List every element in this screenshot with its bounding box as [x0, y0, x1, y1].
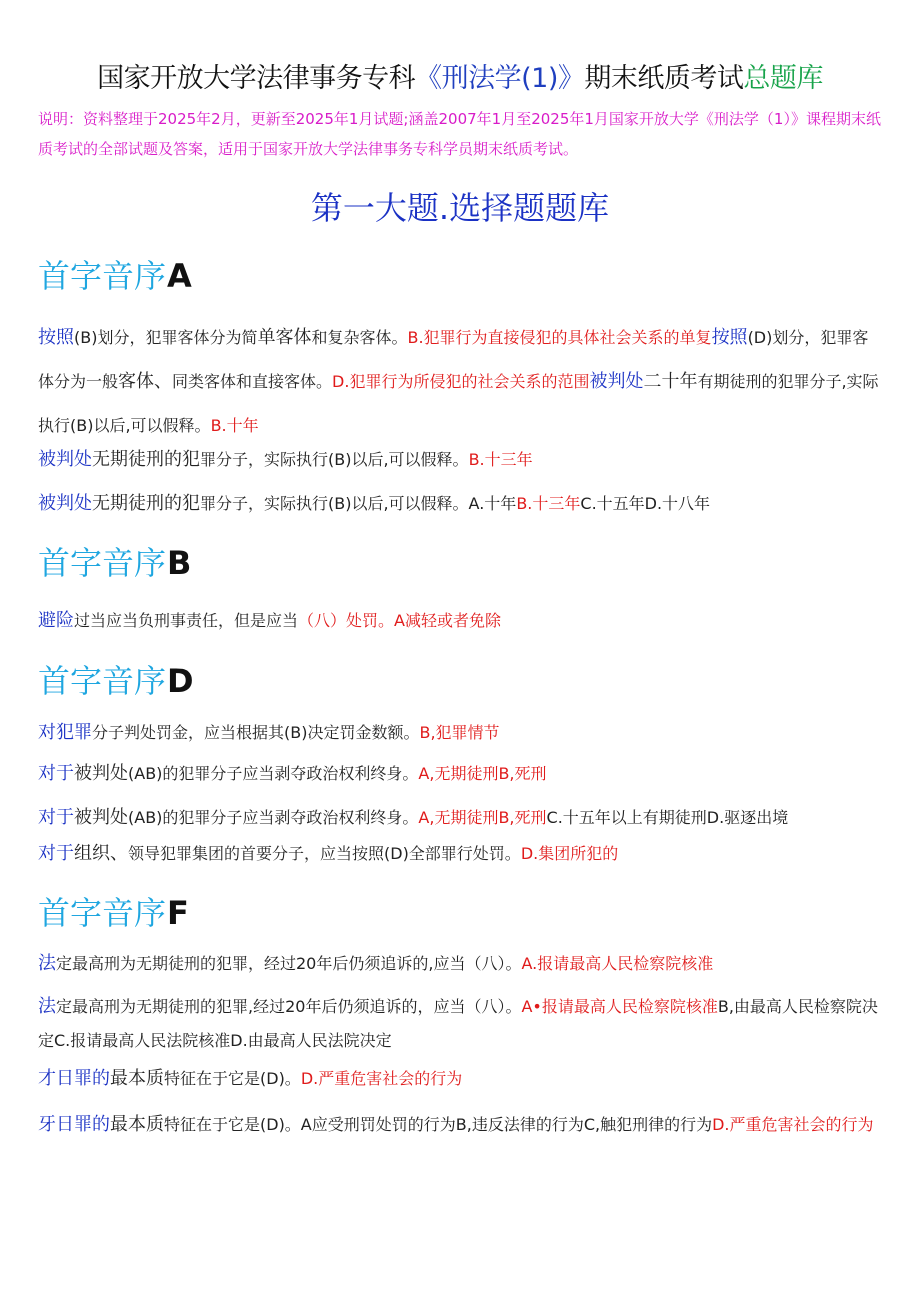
question-lead: 避险	[38, 610, 74, 631]
question-lead: 才日罪的	[38, 1068, 110, 1089]
question-lead: 对于	[38, 843, 74, 864]
answer: B.十三年	[468, 450, 533, 469]
question-lead: 被判处	[589, 371, 644, 392]
answer: D.严重危害社会的行为	[712, 1115, 874, 1134]
question: 被判处无期徒刑的犯罪分子，实际执行(B)以后,可以假释。A.十年B.十三年C.十五年D.十八年	[38, 493, 711, 514]
question-lead: 被判处	[38, 493, 92, 514]
answer: （八）处罚。A减轻或者免除	[298, 611, 501, 630]
question-lead: 按照	[711, 327, 748, 348]
question-lead: 按照	[38, 327, 74, 348]
question: 牙日罪的最本质特征在于它是(D)。A应受刑罚处罚的行为B,违反法律的行为C,触犯刑律的行为D.严重危害社会的行为	[38, 1114, 874, 1135]
title-part-4: 总题库	[743, 63, 823, 94]
question: 对于被判处(AB)的犯罪分子应当剥夺政治权利终身。A,无期徒刑B,死刑	[38, 763, 547, 784]
answer: D.犯罪行为所侵犯的社会关系的范围	[332, 372, 590, 391]
title-part-3: 期末纸质考试	[584, 63, 744, 94]
question-lead: 对犯罪	[38, 722, 92, 743]
question-block-a: 按照(B)划分，犯罪客体分为简单客体和复杂客体。B.犯罪行为直接侵犯的具体社会关系的单复按照(D)划分，犯罪客体分为一般客体、同类客体和直接客体。D.犯罪行为所侵犯的社会关系的范围被判处二十年有期徒刑的犯罪分子,实际执行(B)以后,可以假释。B.十年	[38, 327, 879, 435]
section-title: 第一大题.选择题题库	[310, 189, 610, 227]
answer: A.报请最高人民检察院核准	[521, 954, 714, 973]
answer: B,犯罪情节	[419, 723, 500, 742]
question: 法定最高刑为无期徒刑的犯罪，经过20年后仍须追诉的,应当（八）。A.报请最高人民检察院核准	[38, 953, 714, 974]
answer: B.十三年	[516, 494, 581, 513]
description-note: 说明：资料整理于2025年2月，更新至2025年1月试题;涵盖2007年1月至2025年1月国家开放大学《刑法学（1）》课程期末纸质考试的全部试题及答案，适用于国家开放大学法律事务专科学员期末纸质考试。	[38, 110, 881, 158]
heading-a: 首字音序A	[38, 257, 192, 295]
heading-b: 首字音序B	[38, 544, 192, 582]
question: 被判处无期徒刑的犯罪分子，实际执行(B)以后,可以假释。B.十三年	[38, 449, 533, 470]
question: 才日罪的最本质特征在于它是(D)。D.严重危害社会的行为	[38, 1068, 463, 1089]
question: 对于被判处(AB)的犯罪分子应当剥夺政治权利终身。A,无期徒刑B,死刑C.十五年以上有期徒刑D.驱逐出境	[38, 807, 789, 828]
question-lead: 牙日罪的	[38, 1114, 110, 1135]
answer: D.严重危害社会的行为	[300, 1069, 463, 1088]
heading-f: 首字音序F	[38, 894, 189, 932]
question-lead: 法	[38, 996, 56, 1017]
question: 法定最高刑为无期徒刑的犯罪,经过20年后仍须追诉的，应当（八）。A•报请最高人民检察院核准B,由最高人民检察院决定C.报请最高人民法院核准D.由最高人民法院决定	[38, 996, 878, 1050]
answer: A•报请最高人民检察院核准	[521, 997, 718, 1016]
question: 对于组织、领导犯罪集团的首要分子，应当按照(D)全部罪行处罚。D.集团所犯的	[38, 843, 619, 864]
question-lead: 对于	[38, 763, 74, 784]
question-lead: 对于	[38, 807, 74, 828]
question-lead: 法	[38, 953, 56, 974]
heading-d: 首字音序D	[38, 662, 194, 700]
answer: B.十年	[210, 416, 259, 435]
title-part-1: 国家开放大学法律事务专科	[97, 63, 416, 94]
document-title	[0, 60, 920, 98]
answer: B.犯罪行为直接侵犯的具体社会关系的单复	[407, 328, 712, 347]
question: 避险过当应当负刑事责任，但是应当（八）处罚。A减轻或者免除	[38, 610, 501, 631]
title-course-name: 《刑法学(1)》	[415, 63, 585, 94]
question: 对犯罪分子判处罚金，应当根据其(B)决定罚金数额。B,犯罪情节	[38, 722, 500, 743]
answer: D.集团所犯的	[520, 844, 619, 863]
question-lead: 被判处	[38, 449, 92, 470]
answer: A,无期徒刑B,死刑	[418, 808, 547, 827]
answer: A,无期徒刑B,死刑	[418, 764, 547, 783]
